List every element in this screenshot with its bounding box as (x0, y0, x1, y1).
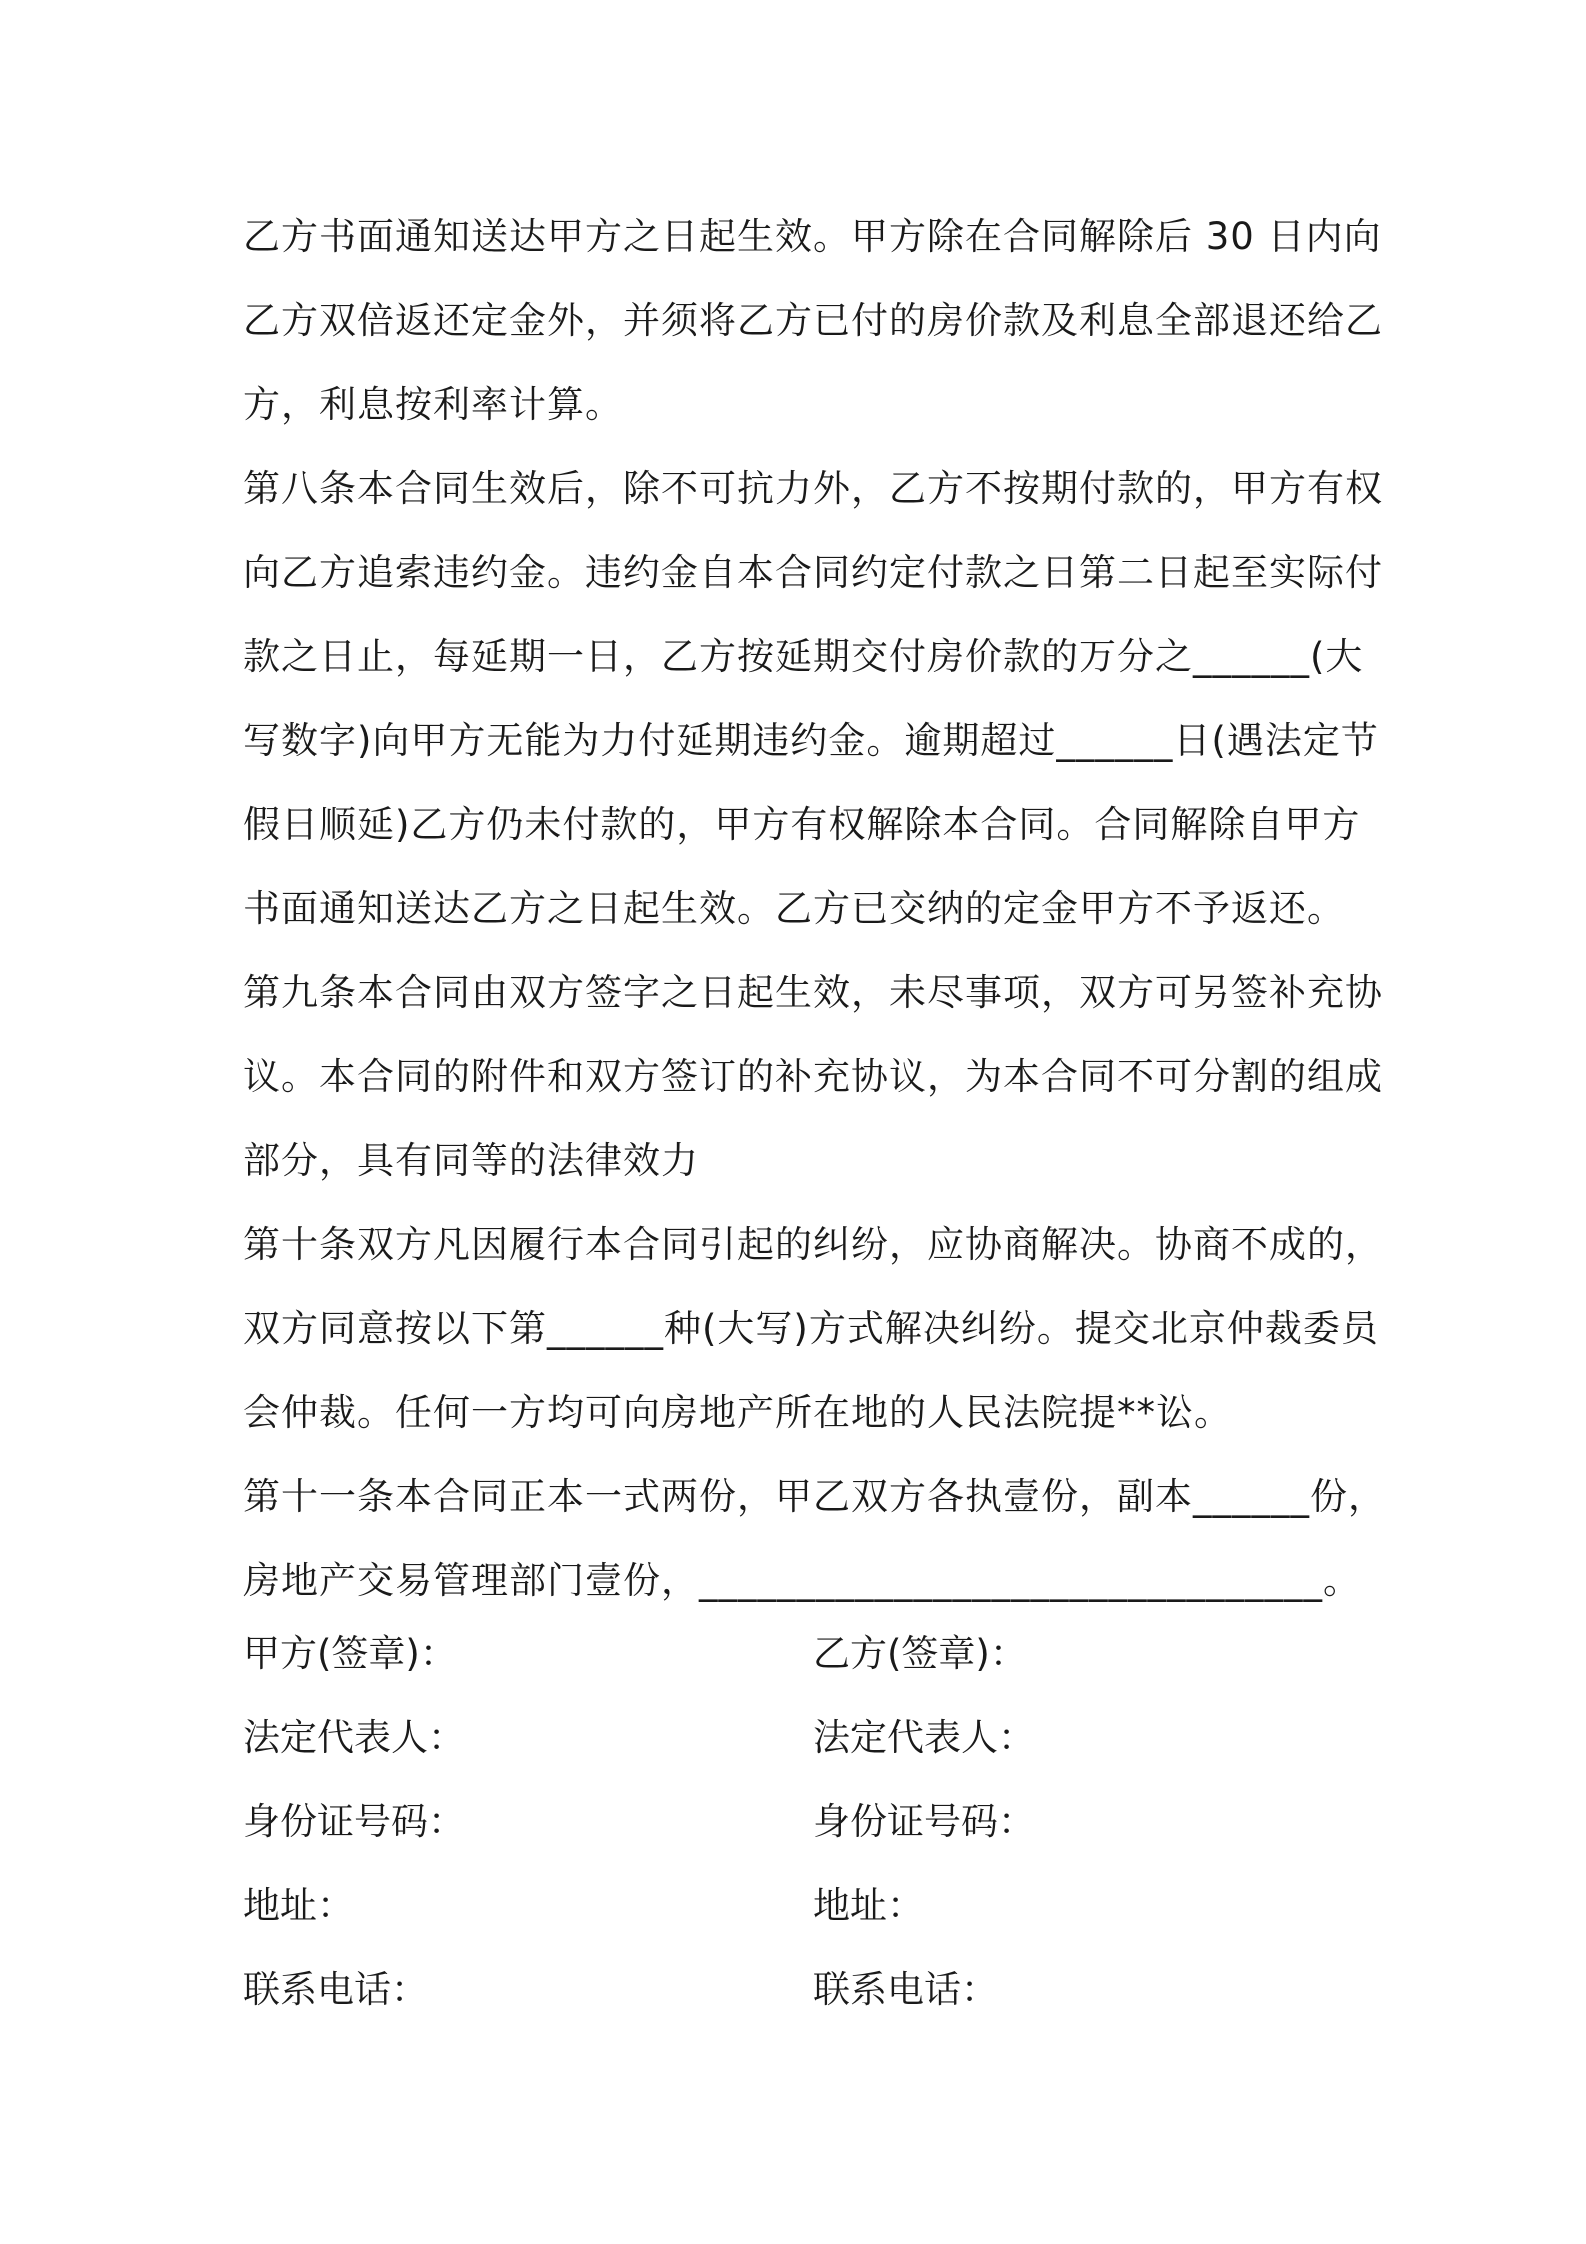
text-line: 方，利息按利率计算。 (243, 383, 623, 426)
party-a-seal-label: 甲方(签章)： (243, 1632, 457, 1675)
signature-row (243, 1696, 1363, 1780)
text-line: 议。本合同的附件和双方签订的补充协议，为本合同不可分割的组成 (243, 1055, 1383, 1098)
text-line: 会仲裁。任何一方均可向房地产所在地的人民法院提**讼。 (243, 1391, 1232, 1434)
text-line: 第十一条本合同正本一式两份，甲乙双方各执壹份，副本______份， (243, 1475, 1386, 1518)
party-a-phone-label: 联系电话： (243, 1968, 428, 2011)
signature-block (243, 1612, 1363, 2032)
text-line: 向乙方追索违约金。违约金自本合同约定付款之日第二日起至实际付 (243, 551, 1383, 594)
party-b-id-label: 身份证号码： (813, 1800, 1035, 1843)
contract-body (243, 195, 1386, 1623)
text-line: 乙方双倍返还定金外，并须将乙方已付的房价款及利息全部退还给乙 (243, 299, 1383, 342)
text-line: 第八条本合同生效后，除不可抗力外，乙方不按期付款的，甲方有权 (243, 467, 1383, 510)
signature-row (243, 1780, 1363, 1864)
signature-row (243, 1864, 1363, 1948)
party-b-address-label: 地址： (813, 1884, 924, 1927)
text-line: 假日顺延)乙方仍未付款的，甲方有权解除本合同。合同解除自甲方 (243, 803, 1361, 846)
signature-row (243, 1948, 1363, 2032)
signature-row (243, 1612, 1363, 1696)
text-line: 第十条双方凡因履行本合同引起的纠纷，应协商解决。协商不成的， (243, 1223, 1383, 1266)
text-line: 房地产交易管理部门壹份，________________________________。 (243, 1559, 1361, 1602)
text-line: 款之日止，每延期一日，乙方按延期交付房价款的万分之______(大 (243, 635, 1364, 678)
text-line: 书面通知送达乙方之日起生效。乙方已交纳的定金甲方不予返还。 (243, 887, 1345, 930)
text-line: 部分，具有同等的法律效力 (243, 1139, 699, 1182)
party-b-representative-label: 法定代表人： (813, 1716, 1035, 1759)
text-line: 第九条本合同由双方签字之日起生效，未尽事项，双方可另签补充协 (243, 971, 1383, 1014)
party-a-id-label: 身份证号码： (243, 1800, 465, 1843)
text-line: 乙方书面通知送达甲方之日起生效。甲方除在合同解除后 30 日内向 (243, 215, 1382, 258)
party-a-address-label: 地址： (243, 1884, 354, 1927)
party-b-seal-label: 乙方(签章)： (813, 1632, 1027, 1675)
party-b-phone-label: 联系电话： (813, 1968, 998, 2011)
party-a-representative-label: 法定代表人： (243, 1716, 465, 1759)
text-line: 双方同意按以下第______种(大写)方式解决纠纷。提交北京仲裁委员 (243, 1307, 1379, 1350)
text-line: 写数字)向甲方无能为力付延期违约金。逾期超过______日(遇法定节 (243, 719, 1379, 762)
